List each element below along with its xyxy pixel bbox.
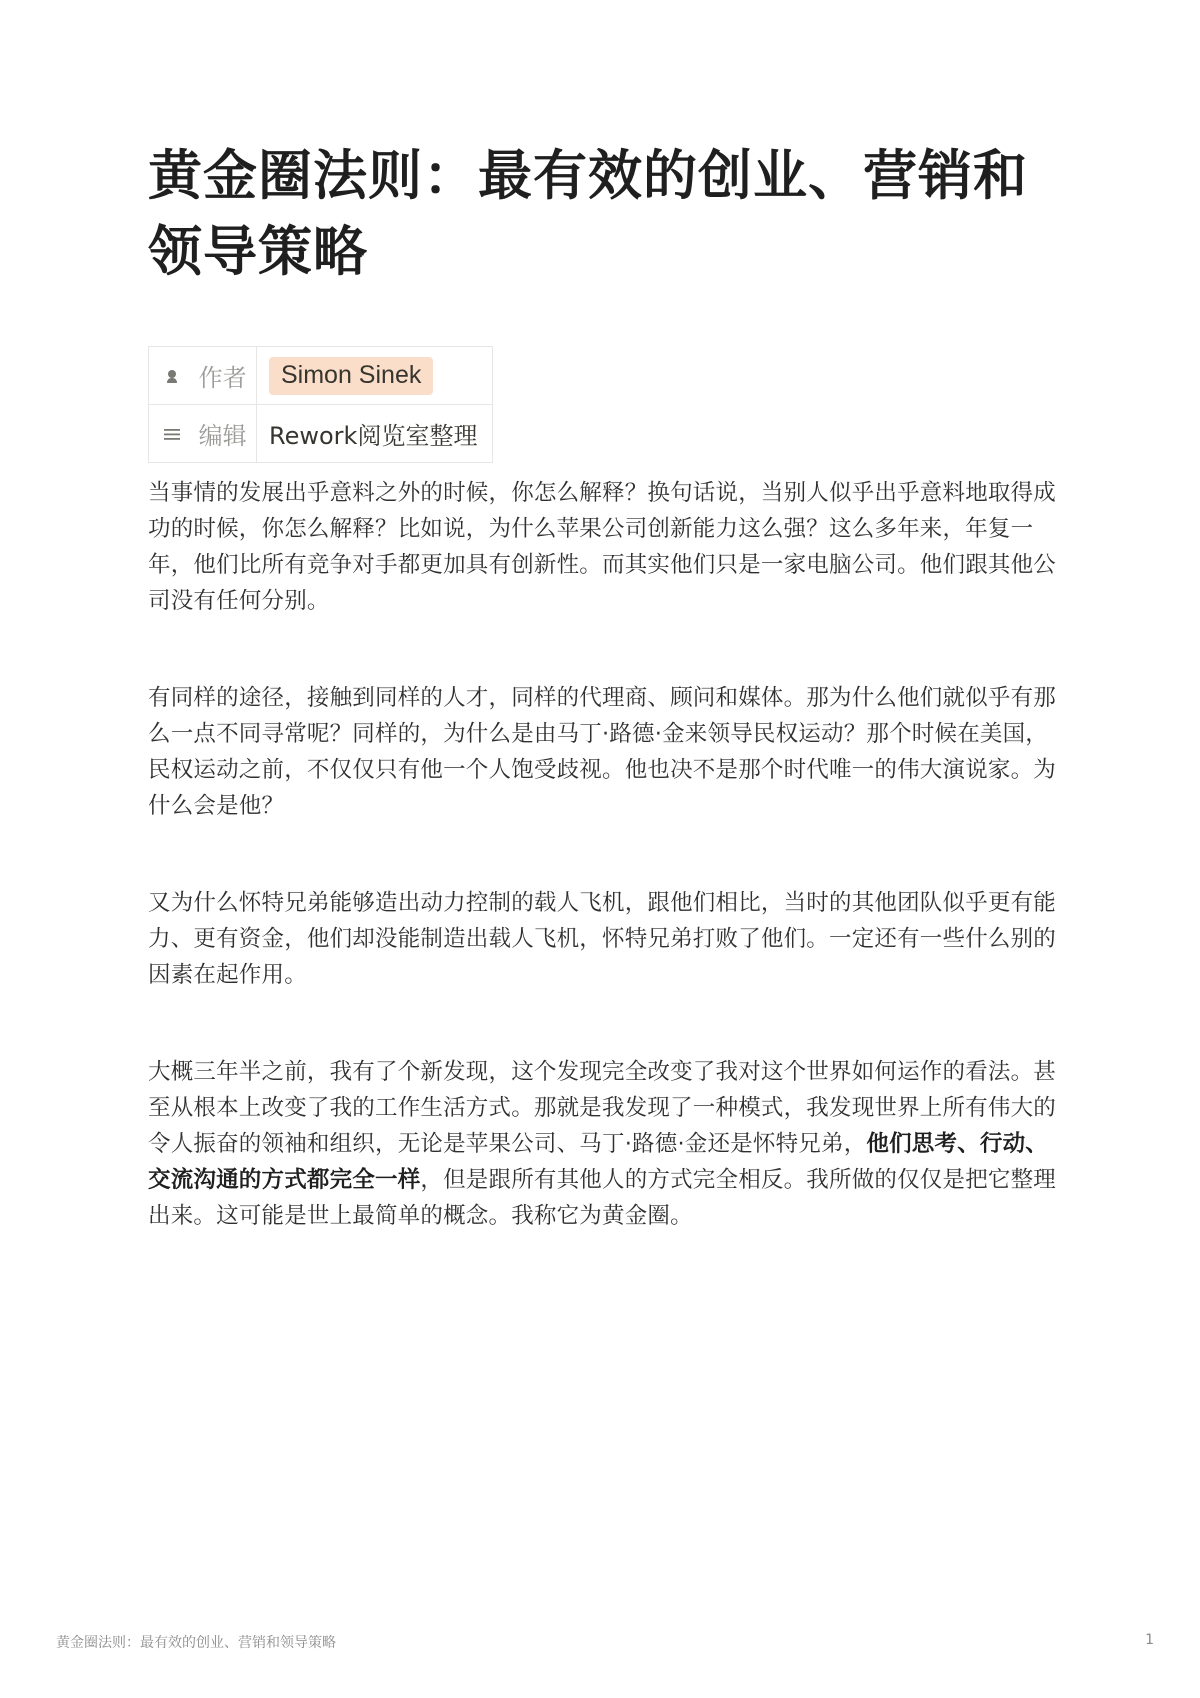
property-key-label: 作者 [198,364,247,392]
property-value-author[interactable] [257,347,493,405]
property-key-author[interactable] [149,347,257,405]
page-title: 黄金圈法则：最有效的创业、营销和领导策略 [148,144,1028,283]
person-icon [161,365,183,387]
property-key-label: 编辑 [198,422,247,450]
bold-text: 他们思考、行动、交流沟通的方式都完全一样 [148,1131,1049,1193]
paragraph: 当事情的发展出乎意料之外的时候，你怎么解释？换句话说，当别人似乎出乎意料地取得成功的时候，你怎么解释？比如说，为什么苹果公司创新能力这么强？这么多年来，年复一年，他们比所有竞争对手都更加具有创新性。而其实他们只是一家电脑公司。他们跟其他公司没有任何分别。 [148,480,1057,614]
author-tag: Simon Sinek [269,357,433,395]
paragraph-text: 大概三年半之前，我有了个新发现，这个发现完全改变了我对这个世界如何运作的看法。甚至从根本上改变了我的工作生活方式。那就是我发现了一种模式，我发现世界上所有伟大的令人振奋的领袖和组织，无论是苹果公司、马丁·路德·金还是怀特兄弟， [148,1059,1057,1157]
property-key-editor[interactable] [149,405,257,463]
property-row-author [149,347,493,405]
footer-title: 黄金圈法则：最有效的创业、营销和领导策略 [56,1635,336,1651]
property-row-editor [149,405,493,463]
paragraph: 有同样的途径，接触到同样的人才，同样的代理商、顾问和媒体。那为什么他们就似乎有那么一点不同寻常呢？同样的，为什么是由马丁·路德·金来领导民权运动？那个时候在美国，民权运动之前，不仅仅只有他一个人饱受歧视。他也决不是那个时代唯一的伟大演说家。为什么会是他？ [148,685,1057,819]
paragraph-text: ，但是跟所有其他人的方式完全相反。我所做的仅仅是把它整理出来。这可能是世上最简单的概念。我称它为黄金圈。 [148,1167,1057,1229]
document-body [148,138,1066,1234]
paragraph: 又为什么怀特兄弟能够造出动力控制的载人飞机，跟他们相比，当时的其他团队似乎更有能力、更有资金，他们却没能制造出载人飞机，怀特兄弟打败了他们。一定还有一些什么别的因素在起作用。 [148,890,1057,988]
property-value-editor[interactable]: Rework阅览室整理 [257,405,493,463]
properties-table [148,346,493,463]
text-lines-icon [161,423,183,445]
footer-page-number: 1 [1145,1632,1154,1648]
paragraph [148,1054,1066,1234]
